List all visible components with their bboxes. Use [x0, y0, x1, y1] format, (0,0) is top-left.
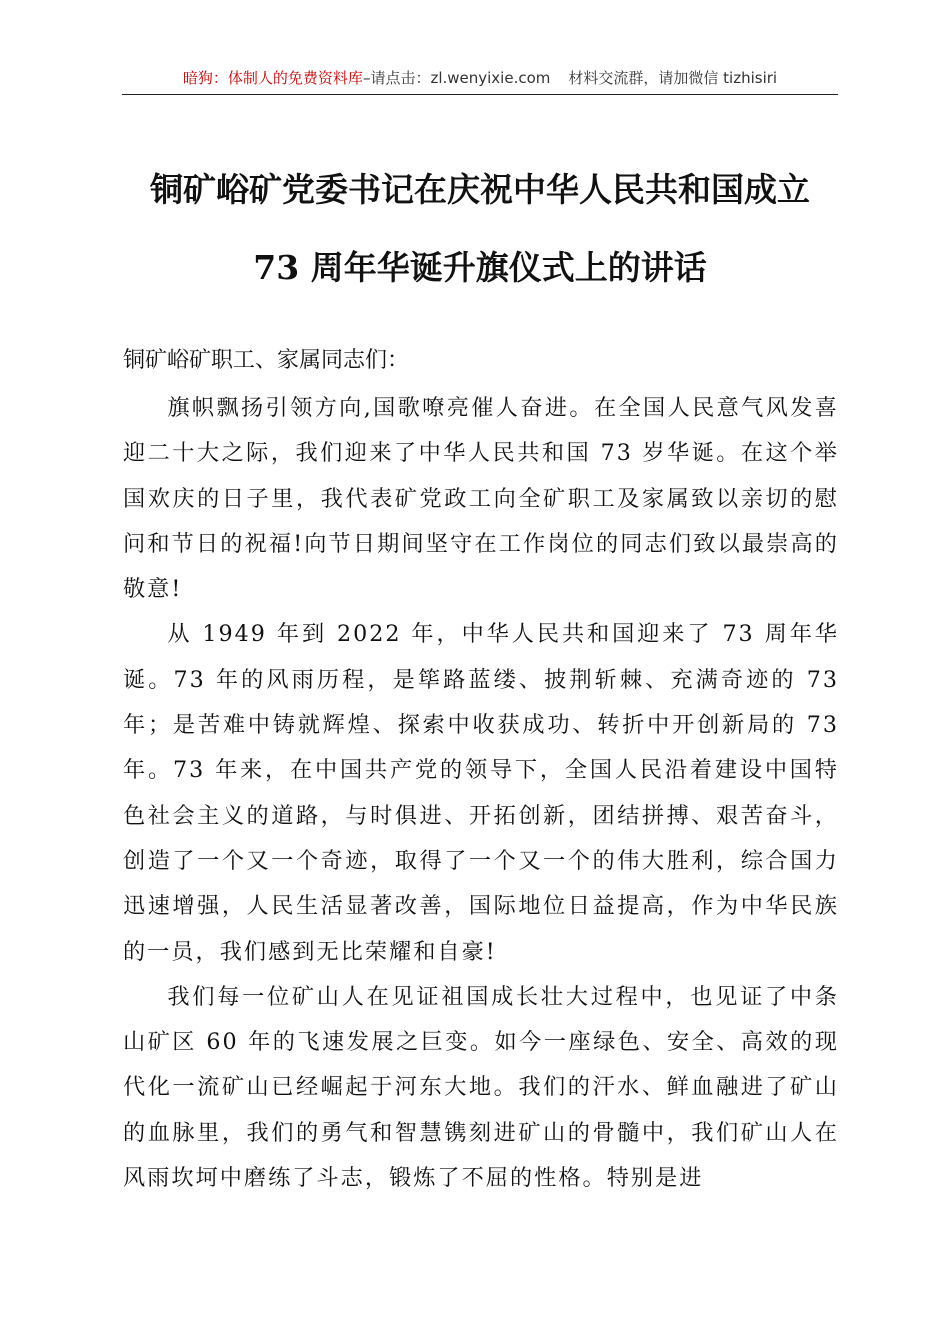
- header-link-url[interactable]: zl.wenyixie.com: [430, 69, 551, 87]
- header-contact: 材料交流群，请加微信 tizhisiri: [568, 69, 778, 87]
- body-paragraph-1: 旗帜飘扬引领方向,国歌嘹亮催人奋进。在全国人民意气风发喜迎二十大之际，我们迎来了中华人民共和国 73 岁华诞。在这个举国欢庆的日子里，我代表矿党政工向全矿职工及家属致以亲切的慰问和节日的祝福!向节日期间坚守在工作岗位的同志们致以最崇高的敬意!: [123, 395, 839, 603]
- document-title-line-1: 铜矿峪矿党委书记在庆祝中华人民共和国成立: [150, 170, 810, 209]
- salutation: 铜矿峪矿职工、家属同志们：: [123, 348, 410, 373]
- body-paragraph-3: 我们每一位矿山人在见证祖国成长壮大过程中，也见证了中条山矿区 60 年的飞速发展之巨变。如今一座绿色、安全、高效的现代化一流矿山已经崛起于河东大地。我们的汗水、鲜血融进了矿山的血脉里，我们的勇气和智慧镌刻进矿山的骨髓中，我们矿山人在风雨坎坷中磨练了斗志，锻炼了不屈的性格。特别是进: [123, 983, 839, 1192]
- document-title-line-2: 73 周年华诞升旗仪式上的讲话: [253, 248, 707, 287]
- header-source-name: 暗狗：体制人的免费资料库: [182, 69, 363, 87]
- header-link-prompt: –请点击：: [362, 69, 431, 87]
- document-body: [123, 386, 839, 1201]
- page-header: [122, 66, 838, 95]
- body-paragraph-2: 从 1949 年到 2022 年，中华人民共和国迎来了 73 周年华诞。73 年的风雨历程，是筚路蓝缕、披荆斩棘、充满奇迹的 73 年；是苦难中铸就辉煌、探索中收获成功、转折中开创新局的 73 年。73 年来，在中国共产党的领导下，全国人民沿着建设中国特色社会主义的道路，与时俱进、开拓创新，团结拼搏、艰苦奋斗，创造了一个又一个奇迹，取得了一个又一个的伟大胜利，综合国力迅速增强，人民生活显著改善，国际地位日益提高，作为中华民族的一员，我们感到无比荣耀和自豪!: [123, 621, 839, 965]
